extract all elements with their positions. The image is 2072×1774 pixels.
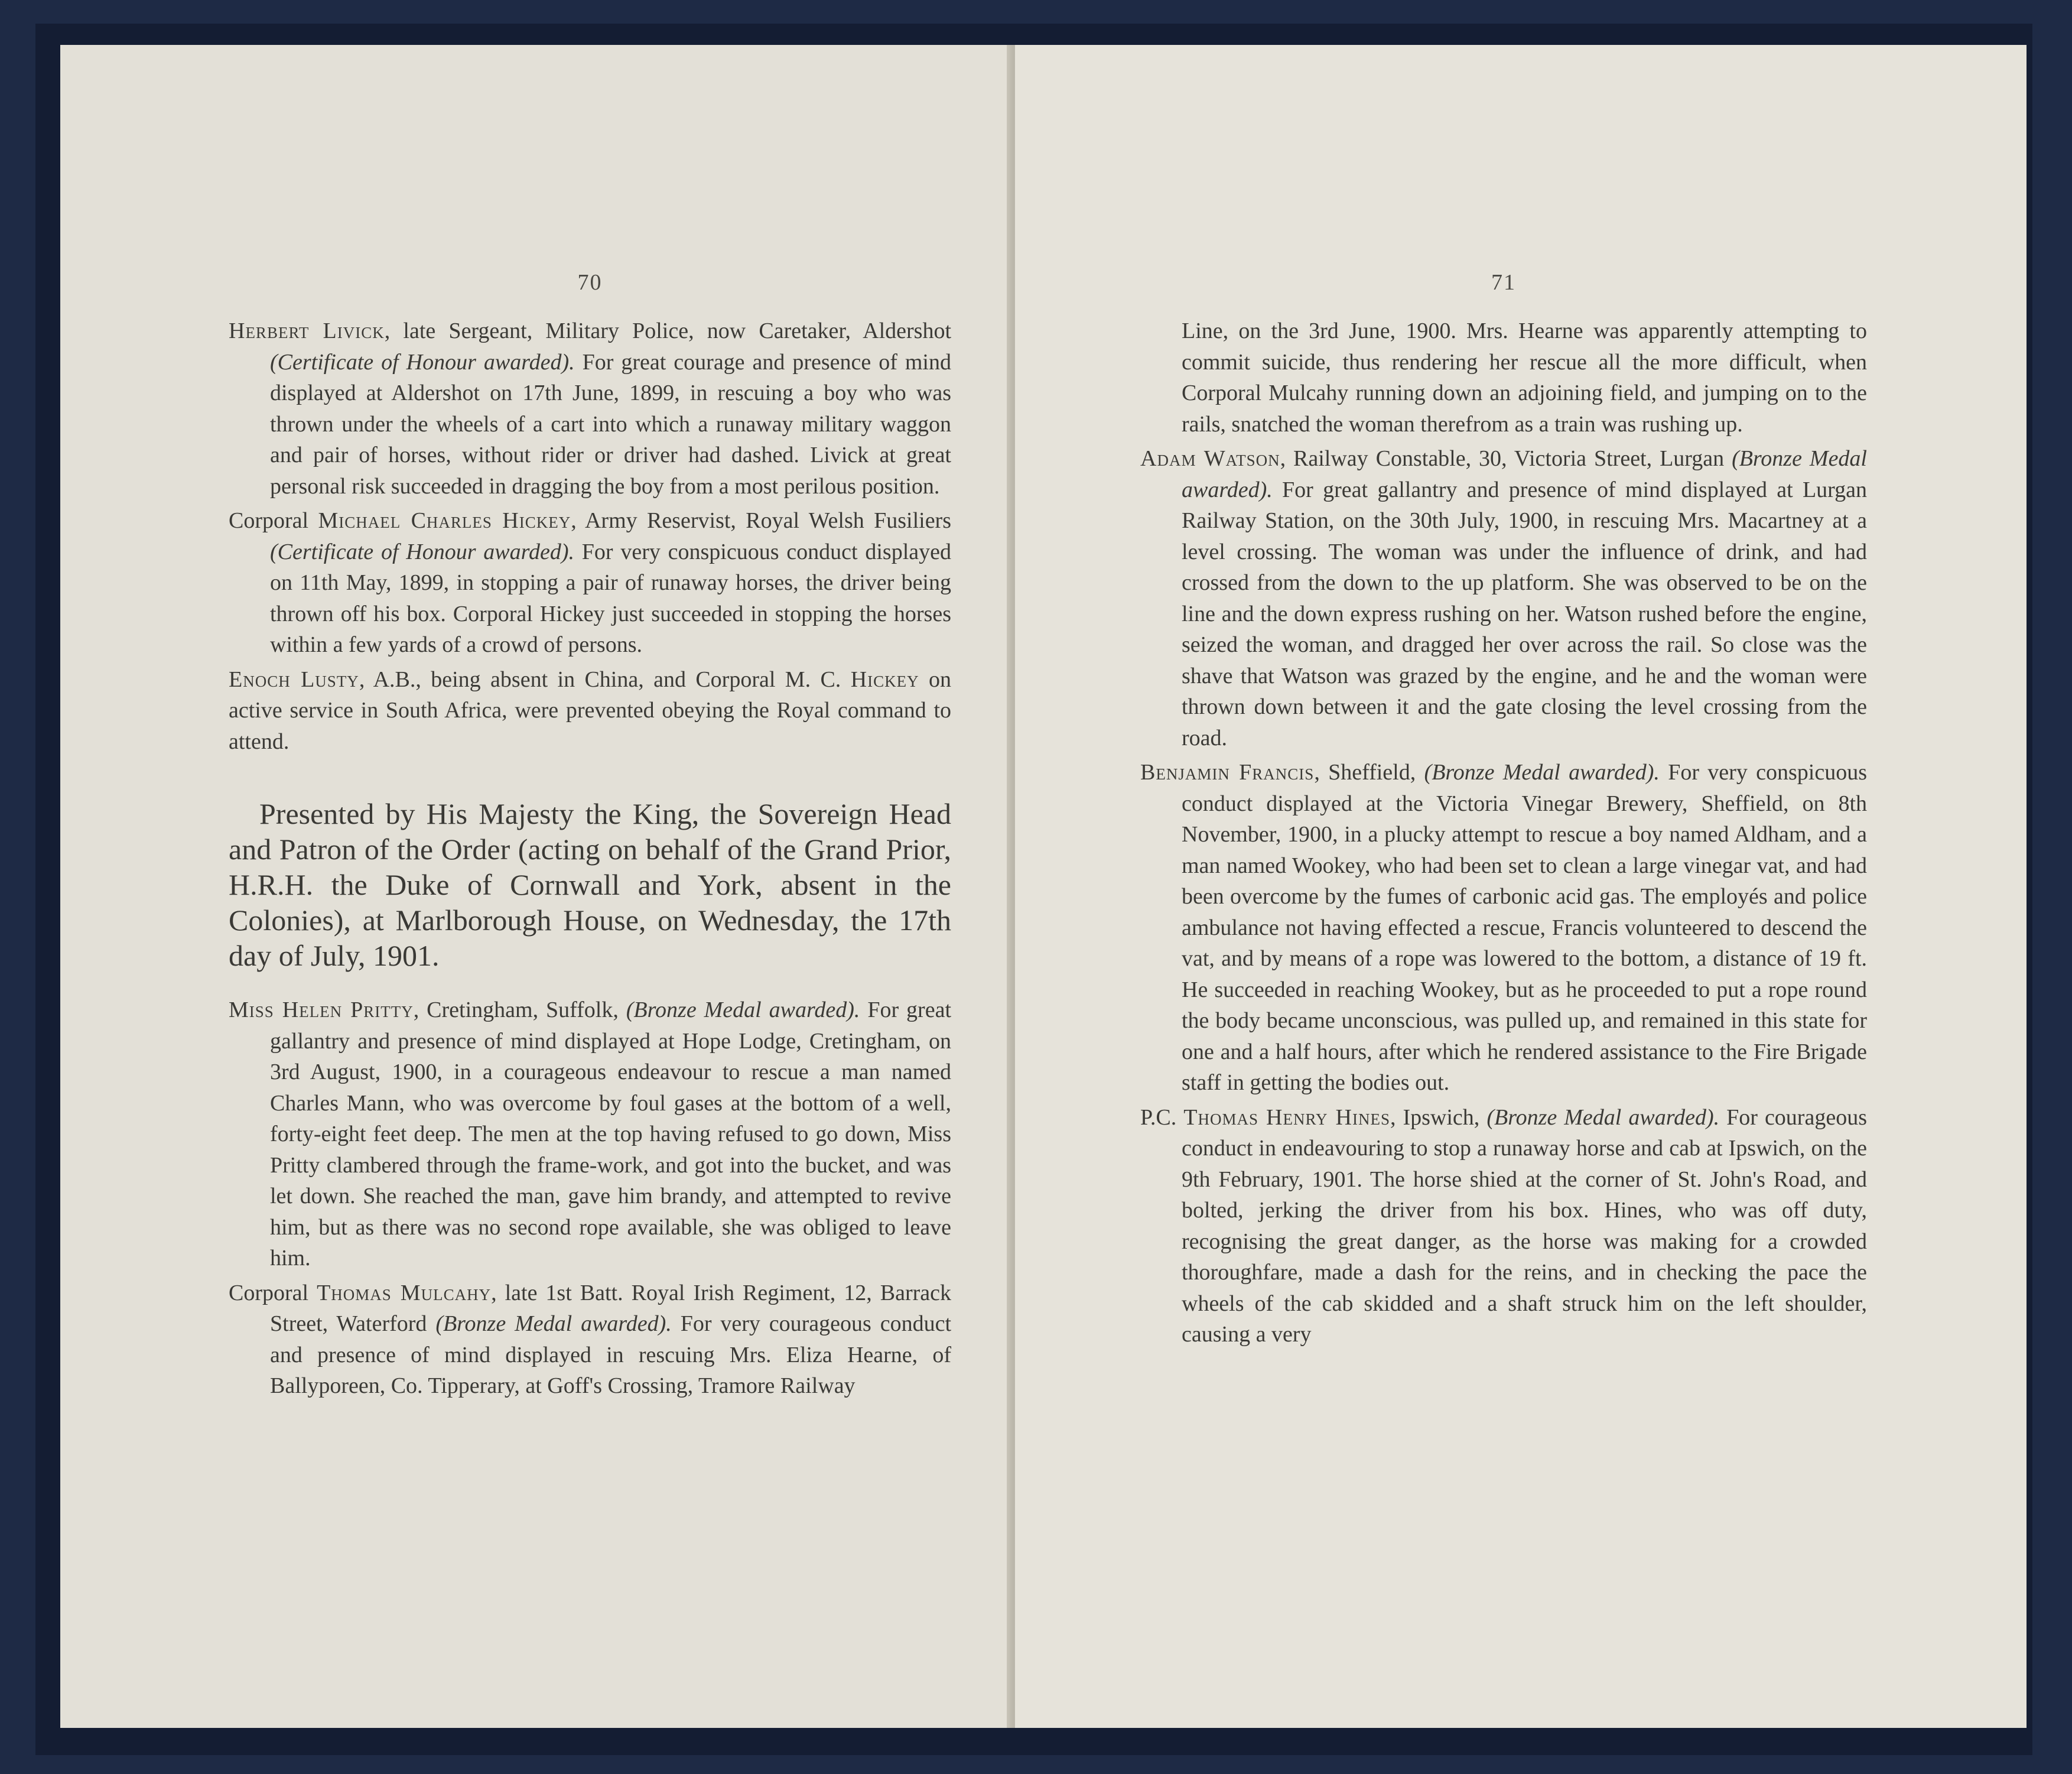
note-text: on active service in South Africa, were prevented obeying the Royal command to attend. [229,667,952,754]
entry-description: For very conspicuous conduct displayed on 11th May, 1899, in stopping a pair of runaway horses, the driver being thrown off his box. Corporal Hickey just succeeded in stopping the horses within a few yards of a crowd of persons. [270,539,951,657]
entry-name: Benjamin Francis [1140,760,1315,785]
right-page [1015,45,2027,1728]
entry-award: (Bronze Medal awarded). [435,1311,672,1336]
entries-list [229,316,951,1402]
left-page [60,45,1013,1728]
entry-hickey [229,505,951,661]
entry-prefix: P.C. [1140,1104,1184,1130]
entry-watson [1140,443,1867,753]
entries-list [1140,316,1867,1350]
entry-details: , Ipswich, [1390,1104,1487,1130]
note-name-lusty: Enoch Lusty [229,667,359,692]
entry-hines [1140,1102,1867,1350]
entry-description: For great courage and presence of mind displayed at Aldershot on 17th June, 1899, in rescuing a boy who was thrown under the wheels of a cart into which a runaway military waggon and pair of horses, without rider or driver had dashed. Livick at great personal risk succeeded in dragging the boy from a most perilous position. [270,349,951,499]
entry-details: , Army Reservist, Royal Welsh Fusiliers [571,508,951,533]
entry-award: (Bronze Medal awarded). [1182,446,1867,502]
entry-name: Michael Charles Hickey [318,508,571,533]
entry-continuation: Line, on the 3rd June, 1900. Mrs. Hearne was apparently attempting to commit suicide, thus rendering her rescue all the more difficult, when Corporal Mulcahy running down an adjoining field, and jumping on to the rails, snatched the woman therefrom as a train was rushing up. [1182,319,1867,437]
entry-award: (Certificate of Honour awarded). [270,349,575,375]
entry-name: Miss Helen Pritty [229,998,414,1022]
entry-francis [1140,757,1867,1099]
entry-description: For very conspicuous conduct displayed at the Victoria Vinegar Brewery, Sheffield, on 8th November, 1900, in a plucky attempt to rescue a boy named Aldham, and a man named Wookey, who had been set to clean a large vinegar vat, and had been overcome by the fumes of carbonic acid gas. The employés and police ambulance not having effected a rescue, Francis volunteered to descend the vat, and by means of a rope was lowered to the bottom, a distance of 19 ft. He succeeded in reaching Wookey, but as he proceeded to put a rope round the body became unconscious, was pulled up, and remained in this state for one and a half hours, after which he rendered assistance to the Fire Brigade staff in getting the bodies out. [1182,760,1867,1095]
entry-award: (Bronze Medal awarded). [1486,1104,1720,1130]
entry-award: (Certificate of Honour awarded). [270,539,575,564]
entry-prefix: Corporal [229,508,318,533]
entry-details: , Sheffield, [1314,760,1424,785]
entry-name: Thomas Henry Hines [1183,1104,1390,1130]
entry-details: , late 1st Batt. Royal Irish Regiment, 12, Barrack Street, Waterford [270,1280,952,1336]
entry-details: , Cretingham, Suffolk, [413,998,626,1022]
entry-pritty [229,995,951,1274]
entry-description: For great gallantry and presence of mind displayed at Lurgan Railway Station, on the 30th July, 1900, in rescuing Mrs. Macartney at a level crossing. The woman was under the influence of drink, and had crossed from the down to the up platform. She was observed to be on the line and the down express rushing on her. Watson rushed before the engine, seized the woman, and dragged her over across the rail. So close was the shave that Watson was grazed by the engine, and he and the woman were thrown down between it and the gate closing the level crossing from the road. [1182,477,1867,750]
entry-details: , Railway Constable, 30, Victoria Street, Lurgan [1280,446,1732,471]
entry-description: For very courageous conduct and presence of mind displayed in rescuing Mrs. Eliza Hearne, of Ballyporeen, Co. Tipperary, at Goff's Crossing, Tramore Railway [270,1311,951,1398]
entry-livick [229,316,951,502]
page-number: 70 [577,270,603,295]
entry-description: For great gallantry and presence of mind displayed at Hope Lodge, Cretingham, on 3rd August, 1900, in a courageous endeavour to rescue a man named Charles Mann, who was overcome by foul gases at the bottom of a well, forty-eight feet deep. The men at the top having refused to go down, Miss Pritty clambered through the frame-work, and got into the bucket, and was let down. She reached the man, gave him brandy, and attempted to revive him, but as there was no second rope available, she was obliged to leave him. [270,998,952,1271]
note-text: , A.B., being absent in China, and Corporal M. C. [359,667,851,692]
entry-award: (Bronze Medal awarded). [626,998,860,1022]
note-name-hickey: Hickey [850,667,919,692]
section-heading: Presented by His Majesty the King, the Sovereign Head and Patron of the Order (acting on behalf of the Grand Prior, H.R.H. the Duke of Cornwall and York, absent in the Colonies), at Marlborough House, on Wednesday, the 17th day of July, 1901. [229,797,951,972]
page-number: 71 [1491,270,1516,295]
entry-name: Thomas Mulcahy [317,1280,492,1305]
entry-details: , late Sergeant, Military Police, now Caretaker, Aldershot [384,319,951,343]
entry-award: (Bronze Medal awarded). [1424,760,1660,785]
entry-mulcahy [229,1278,951,1402]
entry-name: Herbert Livick [229,319,385,343]
entry-prefix: Corporal [229,1280,317,1305]
absence-note [229,664,951,758]
entry-name: Adam Watson [1140,446,1280,471]
entry-description: For courageous conduct in endeavouring to stop a runaway horse and cab at Ipswich, on the 9th February, 1901. The horse shied at the corner of St. John's Road, and bolted, jerking the driver from his box. Hines, who was off duty, recognising the great danger, as the horse was making for a crowded thoroughfare, made a dash for the reins, and in checking the pace the wheels of the cab skidded and a shaft struck him on the left shoulder, causing a very [1182,1104,1867,1347]
